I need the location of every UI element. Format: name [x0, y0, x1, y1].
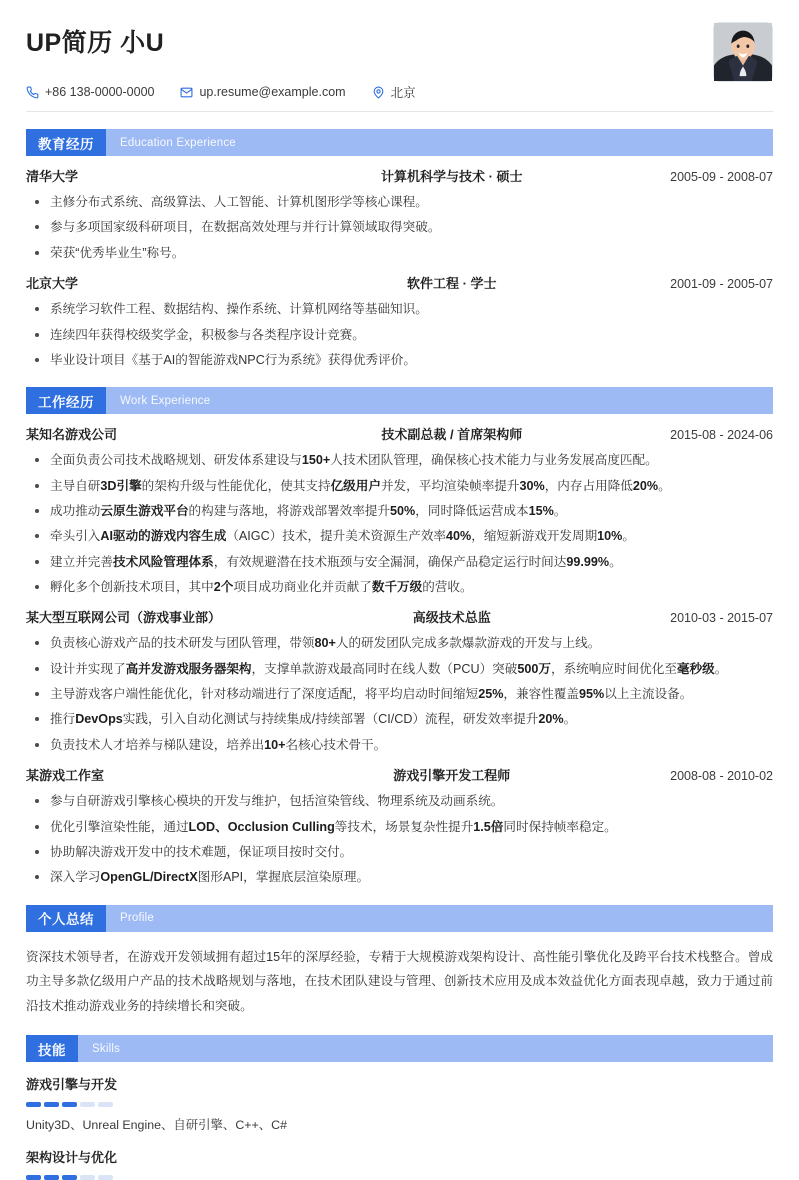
skill-level-bar	[26, 1175, 41, 1180]
bullet-item: 孵化多个创新技术项目，其中2个项目成功商业化并贡献了数千万级的营收。	[26, 577, 773, 597]
bullet-item: 设计并实现了高并发游戏服务器架构，支撑单款游戏最高同时在线人数（PCU）突破500万，系统响应时间优化至毫秒级。	[26, 659, 773, 679]
section-band-skills	[26, 1035, 773, 1062]
phone-icon	[26, 86, 39, 99]
bullet-item: 负责技术人才培养与梯队建设，培养出10+名核心技术骨干。	[26, 735, 773, 755]
entry-date-range: 2001-09 - 2005-07	[670, 277, 773, 292]
section-title-en: Skills	[92, 1042, 121, 1055]
entry-organization: 某知名游戏公司	[26, 427, 118, 443]
experience-entry	[26, 767, 773, 887]
skill-block	[26, 1076, 773, 1135]
section-title-en: Education Experience	[120, 136, 236, 149]
section-title-cn: 工作经历	[26, 387, 106, 414]
bullet-item: 全面负责公司技术战略规划、研发体系建设与150+人技术团队管理，确保核心技术能力与业务发展高度匹配。	[26, 450, 773, 470]
section-profile	[26, 905, 773, 1019]
contact-phone-text: +86 138-0000-0000	[45, 85, 155, 100]
skill-block	[26, 1149, 773, 1179]
section-band-education	[26, 129, 773, 156]
section-education	[26, 129, 773, 370]
entry-header-row	[26, 275, 773, 294]
skill-level-bar	[62, 1175, 77, 1180]
skill-name: 架构设计与优化	[26, 1150, 118, 1166]
experience-entry	[26, 168, 773, 263]
bullet-item: 协助解决游戏开发中的技术难题，保证项目按时交付。	[26, 842, 773, 862]
bullet-item: 成功推动云原生游戏平台的构建与落地，将游戏部署效率提升50%，同时降低运营成本15%。	[26, 501, 773, 521]
entry-date-range: 2010-03 - 2015-07	[670, 611, 773, 626]
contact-location-text: 北京	[390, 86, 416, 101]
entry-bullet-list	[26, 791, 773, 888]
skill-level-bar	[44, 1175, 59, 1180]
bullet-item: 深入学习OpenGL/DirectX图形API，掌握底层渲染原理。	[26, 867, 773, 887]
skill-level-bar	[44, 1102, 59, 1107]
bullet-item: 主导自研3D引擎的架构升级与性能优化，使其支持亿级用户并发，平均渲染帧率提升30%，内存占用降低20%。	[26, 476, 773, 496]
bullet-item: 连续四年获得校级奖学金，积极参与各类程序设计竞赛。	[26, 325, 773, 345]
section-title-cn: 技能	[26, 1035, 78, 1062]
contact-phone[interactable]	[26, 85, 154, 99]
location-pin-icon	[372, 86, 385, 99]
skill-level-bar	[26, 1102, 41, 1107]
entry-role: 游戏引擎开发工程师	[393, 768, 511, 784]
sections-root	[26, 129, 773, 1179]
entry-header-row	[26, 767, 773, 786]
section-band-profile	[26, 905, 773, 932]
skill-level-bar	[98, 1175, 113, 1180]
bullet-item: 推行DevOps实践，引入自动化测试与持续集成/持续部署（CI/CD）流程，研发效率提升20%。	[26, 709, 773, 729]
entry-date-range: 2005-09 - 2008-07	[670, 170, 773, 185]
contact-row	[26, 83, 416, 101]
entry-role: 技术副总裁 / 首席架构师	[381, 427, 523, 443]
header-left	[26, 22, 416, 101]
contact-location[interactable]	[372, 83, 416, 101]
avatar-photo	[714, 23, 772, 81]
avatar	[713, 22, 773, 82]
entry-role: 高级技术总监	[412, 610, 491, 626]
skill-detail: Unity3D、Unreal Engine、自研引擎、C++、C#	[26, 1117, 287, 1132]
skill-level-meter	[26, 1102, 773, 1107]
bullet-item: 建立并完善技术风险管理体系，有效规避潜在技术瓶颈与安全漏洞，确保产品稳定运行时间达99.99%。	[26, 552, 773, 572]
section-title-en: Profile	[120, 912, 154, 925]
entry-date-range: 2015-08 - 2024-06	[670, 428, 773, 443]
entry-role: 软件工程 · 学士	[407, 276, 497, 292]
section-title-en: Work Experience	[120, 394, 211, 407]
bullet-item: 参与多项国家级科研项目，在数据高效处理与并行计算领域取得突破。	[26, 217, 773, 237]
entry-organization: 北京大学	[26, 276, 79, 292]
bullet-item: 毕业设计项目《基于AI的智能游戏NPC行为系统》获得优秀评价。	[26, 350, 773, 370]
bullet-item: 负责核心游戏产品的技术研发与团队管理，带领80+人的研发团队完成多款爆款游戏的开发与上线。	[26, 633, 773, 653]
section-title-cn: 教育经历	[26, 129, 106, 156]
bullet-item: 系统学习软件工程、数据结构、操作系统、计算机网络等基础知识。	[26, 299, 773, 319]
experience-entry	[26, 609, 773, 755]
bullet-item: 荣获“优秀毕业生”称号。	[26, 243, 773, 263]
section-work	[26, 387, 773, 887]
entry-organization: 清华大学	[26, 169, 79, 185]
section-skills	[26, 1035, 773, 1179]
bullet-item: 主导游戏客户端性能优化，针对移动端进行了深度适配，将平均启动时间缩短25%，兼容性覆盖95%以上主流设备。	[26, 684, 773, 704]
section-band-work	[26, 387, 773, 414]
entry-header-row	[26, 609, 773, 628]
resume-header	[26, 22, 773, 112]
experience-entry	[26, 426, 773, 597]
entry-date-range: 2008-08 - 2010-02	[670, 769, 773, 784]
skill-level-bar	[98, 1102, 113, 1107]
contact-email-text: up.resume@example.com	[199, 85, 346, 100]
entry-organization: 某游戏工作室	[26, 768, 105, 784]
entry-bullet-list	[26, 299, 773, 370]
envelope-icon	[180, 86, 193, 99]
section-title-cn: 个人总结	[26, 905, 106, 932]
entry-bullet-list	[26, 633, 773, 755]
bullet-item: 主修分布式系统、高级算法、人工智能、计算机图形学等核心课程。	[26, 192, 773, 212]
entry-header-row	[26, 426, 773, 445]
entry-organization: 某大型互联网公司（游戏事业部）	[26, 610, 222, 626]
entry-bullet-list	[26, 192, 773, 263]
contact-email[interactable]	[180, 85, 345, 99]
profile-paragraph: 资深技术领导者，在游戏开发领域拥有超过15年的深厚经验，专精于大规模游戏架构设计、高性能引擎优化及跨平台技术栈整合。曾成功主导多款亿级用户产品的技术战略规划与落地，在技术团队建设与管理、创新技术应用及成本效益优化方面表现卓越，致力于通过前沿技术推动游戏业务的持续增长和突破。	[26, 949, 773, 1013]
page-title: UP简历 小U	[26, 29, 165, 57]
entry-bullet-list	[26, 450, 773, 597]
bullet-item: 牵头引入AI驱动的游戏内容生成（AIGC）技术，提升美术资源生产效率40%，缩短新游戏开发周期10%。	[26, 526, 773, 546]
bullet-item: 参与自研游戏引擎核心模块的开发与维护，包括渲染管线、物理系统及动画系统。	[26, 791, 773, 811]
skill-level-bar	[80, 1175, 95, 1180]
entry-header-row	[26, 168, 773, 187]
skill-level-bar	[80, 1102, 95, 1107]
experience-entry	[26, 275, 773, 370]
entry-role: 计算机科学与技术 · 硕士	[381, 169, 523, 185]
skill-name: 游戏引擎与开发	[26, 1077, 118, 1093]
skill-level-bar	[62, 1102, 77, 1107]
bullet-item: 优化引擎渲染性能，通过LOD、Occlusion Culling等技术，场景复杂性提升1.5倍同时保持帧率稳定。	[26, 817, 773, 837]
skill-level-meter	[26, 1175, 773, 1180]
